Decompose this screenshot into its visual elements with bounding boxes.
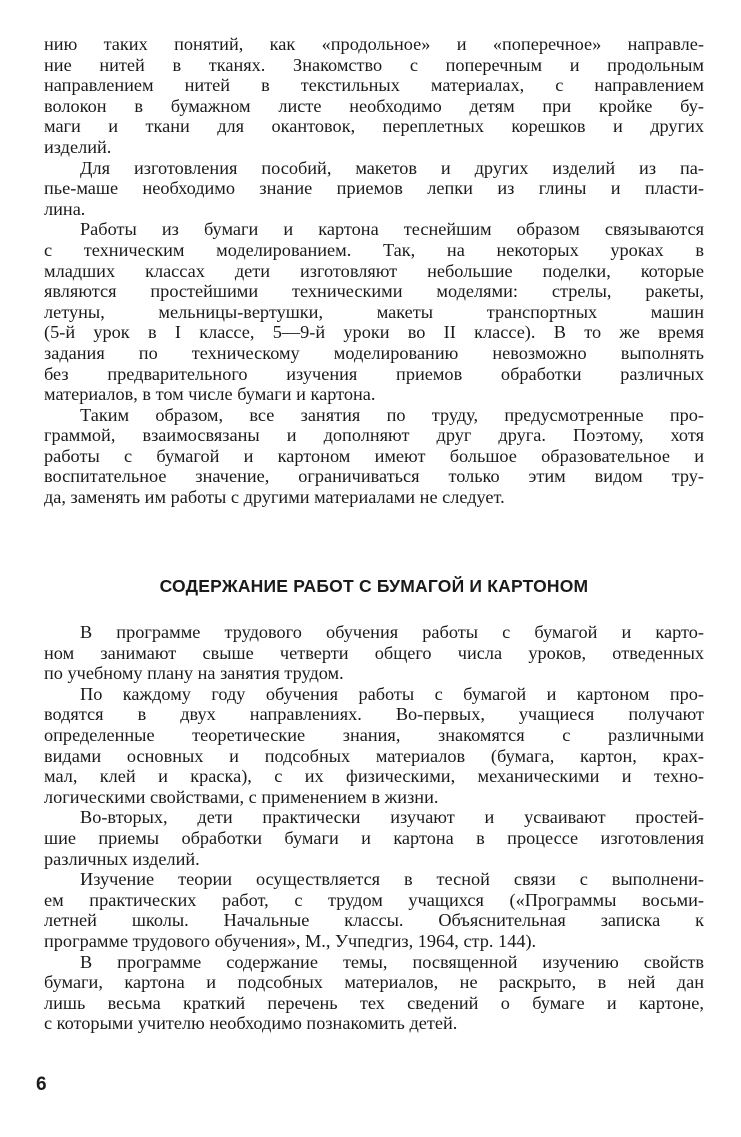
- text-line: По каждому году обучения работы с бумагой и картоном про-: [80, 683, 704, 704]
- text-line: изделий.: [44, 136, 112, 157]
- text-line: лишь весьма краткий перечень тех сведений о бумаге и картоне,: [44, 992, 704, 1013]
- text-line: определенные теоретические знания, знакомятся с различными: [44, 724, 704, 745]
- section-heading: СОДЕРЖАНИЕ РАБОТ С БУМАГОЙ И КАРТОНОМ: [159, 576, 589, 596]
- text-line: задания по техническому моделированию невозможно выполнять: [44, 342, 704, 363]
- text-line: с которыми учителю необходимо познакомить детей.: [44, 1013, 458, 1034]
- paragraph-program-content: [44, 952, 704, 1034]
- text-line: ем практических работ, с трудом учащихся («Программы восьми-: [44, 889, 704, 910]
- top-text-block: [44, 34, 704, 508]
- text-line: бумаги, картона и подсобных материалов, не раскрыто, в ней дан: [44, 972, 704, 993]
- text-line: нию таких понятий, как «продольное» и «поперечное» направле-: [44, 34, 704, 54]
- paragraph-intro-continuation: [44, 34, 704, 158]
- text-line: мал, клей и краска), с их физическими, механическими и техно-: [44, 766, 704, 787]
- text-line: шие приемы обработки бумаги и картона в процессе изготовления: [44, 827, 704, 848]
- text-line: с техническим моделированием. Так, на некоторых уроках в: [44, 239, 704, 260]
- text-line: по учебному плану на занятия трудом.: [44, 663, 344, 684]
- text-line: логическими свойствами, с применением в жизни.: [44, 786, 439, 807]
- text-line: В программе трудового обучения работы с бумагой и карто-: [80, 622, 704, 642]
- text-line: Работы из бумаги и картона теснейшим образом связываются: [80, 219, 704, 240]
- paragraph-secondly: [44, 807, 704, 869]
- text-line: материалов, в том числе бумаги и картона.: [44, 384, 376, 405]
- text-line: В программе содержание темы, посвященной изучению свойств: [80, 951, 704, 972]
- paragraph-conclusion: [44, 405, 704, 508]
- text-line: воспитательное значение, ограничиваться только этим видом тру-: [44, 466, 704, 487]
- text-line: Для изготовления пособий, макетов и других изделий из па-: [80, 157, 704, 178]
- page-number: 6: [36, 1074, 47, 1095]
- text-line: маги и ткани для окантовок, переплетных корешков и других: [44, 116, 704, 137]
- text-line: (5-й урок в I классе, 5—9-й уроки во II классе). В то же время: [44, 322, 704, 343]
- text-line: летней школы. Начальные классы. Объяснительная записка к: [44, 910, 704, 931]
- text-line: различных изделий.: [44, 848, 200, 869]
- bottom-text-block: [44, 622, 704, 1034]
- text-line: ние нитей в тканях. Знакомство с поперечным и продольным: [44, 54, 704, 75]
- text-line: граммой, взаимосвязаны и дополняют друг друга. Поэтому, хотя: [44, 425, 704, 446]
- text-line: направлением нитей в текстильных материалах, с направлением: [44, 75, 704, 96]
- text-line: ном занимают свыше четверти общего числа уроков, отведенных: [44, 642, 704, 663]
- text-line: Во-вторых, дети практически изучают и усваивают простей-: [80, 807, 704, 828]
- text-line: видами основных и подсобных материалов (бумага, картон, крах-: [44, 745, 704, 766]
- text-line: да, заменять им работы с другими материалами не следует.: [44, 487, 505, 508]
- text-line: летуны, мельницы-вертушки, макеты транспортных машин: [44, 301, 704, 322]
- text-line: без предварительного изучения приемов обработки различных: [44, 363, 704, 384]
- text-line: волокон в бумажном листе необходимо детям при кройке бу-: [44, 95, 704, 116]
- text-line: Изучение теории осуществляется в тесной связи с выполнени-: [80, 869, 704, 890]
- text-line: младших классах дети изготовляют небольшие поделки, которые: [44, 260, 704, 281]
- text-line: Таким образом, все занятия по труду, предусмотренные про-: [80, 404, 704, 425]
- text-line: программе трудового обучения», М., Учпедгиз, 1964, стр. 144).: [44, 930, 537, 951]
- text-line: водятся в двух направлениях. Во-первых, учащиеся получают: [44, 704, 704, 725]
- text-line: пье-маше необходимо знание приемов лепки из глины и пласти-: [44, 178, 704, 199]
- paragraph-program-share: [44, 622, 704, 684]
- paragraph-theory-study: [44, 869, 704, 951]
- text-line: работы с бумагой и картоном имеют большое образовательное и: [44, 445, 704, 466]
- paragraph-two-directions: [44, 684, 704, 808]
- paragraph-papier-mache: [44, 158, 704, 220]
- text-line: являются простейшими техническими моделями: стрелы, ракеты,: [44, 281, 704, 302]
- text-line: лина.: [44, 198, 86, 219]
- paragraph-technical-modeling: [44, 219, 704, 404]
